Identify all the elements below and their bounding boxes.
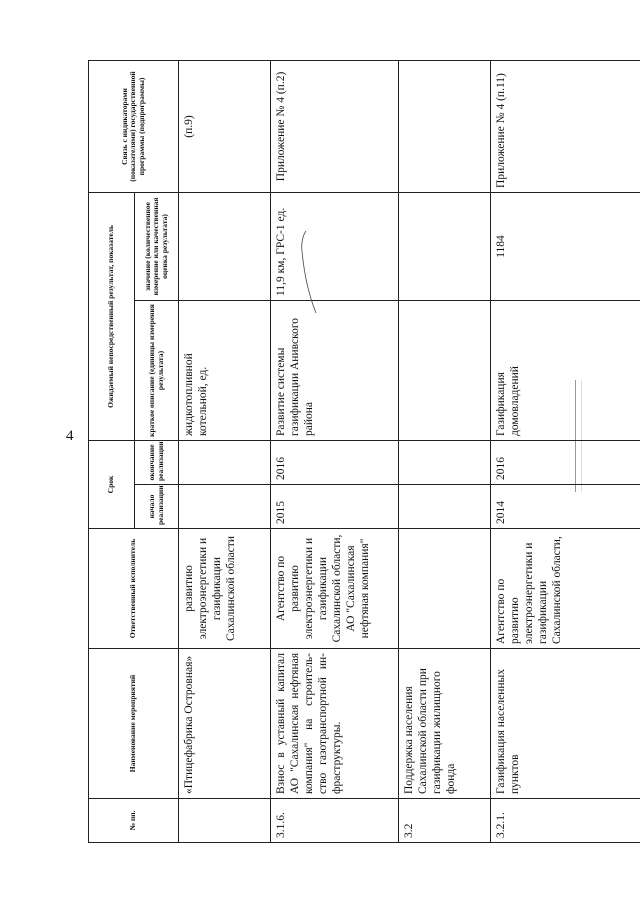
- header-value: значение (количественное измерение или качественная оценка результата): [135, 192, 179, 300]
- header-term: Срок: [89, 440, 135, 528]
- cell-name: Газификация населенных пунктов: [491, 649, 640, 799]
- header-executor: Ответственный исполнитель: [89, 529, 179, 649]
- cell-link: Приложение № 4 (п.11): [491, 60, 640, 192]
- cell-value: [179, 192, 271, 300]
- table-row: [399, 60, 491, 842]
- cell-end: [179, 440, 271, 484]
- cell-value: 11,9 км, ГРС-1 ед.: [271, 192, 399, 300]
- cell-start: 2015: [271, 485, 399, 529]
- cell-end: 2016: [271, 440, 399, 484]
- cell-desc: Газификация домовладений: [491, 300, 640, 440]
- cell-num: 3.2: [399, 799, 491, 843]
- cell-desc: жидкотопливной котельной, ед.: [179, 300, 271, 440]
- cell-desc: Развитие системы газификации Анивского района: [271, 300, 399, 440]
- cell-value: [399, 192, 491, 300]
- cell-desc: [399, 300, 491, 440]
- header-end: окончание реализации: [135, 440, 179, 484]
- cell-end: 2016: [491, 440, 640, 484]
- cell-value: 1184: [491, 192, 640, 300]
- cell-link: [399, 60, 491, 192]
- table-row: [179, 60, 271, 842]
- cell-link: Приложение № 4 (п.2): [271, 60, 399, 192]
- cell-executor: Агентство по развитию электроэнергетики и газификации Сахалинской области,: [491, 529, 640, 649]
- header-name: Наименование мероприятий: [89, 649, 179, 799]
- header-expected: Ожидаемый непосредственный результат, показатель: [89, 192, 135, 440]
- cell-name: Поддержка населения Сахалинской области при газификации жилищного фонда: [399, 649, 491, 799]
- table-row: [271, 60, 399, 842]
- cell-name: «Птицефабрика Островная»: [179, 649, 271, 799]
- rotated-table-container: [88, 61, 640, 843]
- page-number: 4: [66, 428, 74, 444]
- header-start: начало реализации: [135, 485, 179, 529]
- cell-start: [179, 485, 271, 529]
- table-row: [491, 60, 640, 842]
- header-link: Связь с индикаторами (показателями) государственной программы (подпрограммы): [89, 60, 179, 192]
- cell-executor: развитию электроэнергетики и газификации Сахалинской области: [179, 529, 271, 649]
- cell-num: 3.1.6.: [271, 799, 399, 843]
- header-short-desc: краткое описание (единицы измерения результата): [135, 300, 179, 440]
- cell-start: 2014: [491, 485, 640, 529]
- cell-executor: Агентство по развитию электроэнергетики и газификации Сахалинской области, АО "Сахалинская нефтяная компания": [271, 529, 399, 649]
- cell-link: (п.9): [179, 60, 271, 192]
- measures-table: [88, 60, 640, 843]
- cell-end: [399, 440, 491, 484]
- cell-name: Взнос в уставный капитал АО "Сахалинская нефтяная компания" на строитель-ство газотранспортной ин-фраструктуры.: [271, 649, 399, 799]
- cell-start: [399, 485, 491, 529]
- header-num: № пп.: [89, 799, 179, 843]
- cell-num: [179, 799, 271, 843]
- header-row-1: [89, 60, 135, 842]
- cell-executor: [399, 529, 491, 649]
- cell-num: 3.2.1.: [491, 799, 640, 843]
